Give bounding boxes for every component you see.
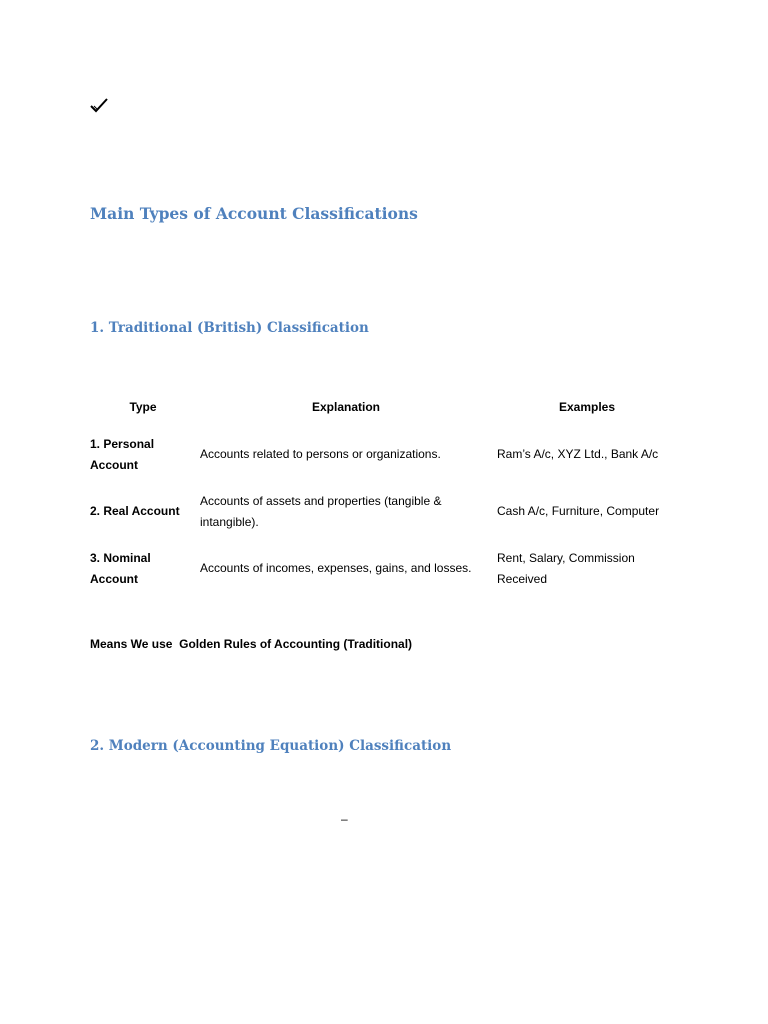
stray-dash: –	[341, 812, 348, 826]
table-cell-explanation: Accounts of incomes, expenses, gains, and losses.	[200, 561, 472, 575]
table-header-explanation: Explanation	[311, 400, 380, 414]
table-cell-type: 2. Real Account	[90, 504, 180, 518]
checkmark-icon	[89, 96, 109, 114]
table-cell-type: 3. Nominal Account	[90, 551, 151, 586]
table-cell-type: 1. Personal Account	[90, 437, 155, 472]
table-cell-examples: Ram’s A/c, XYZ Ltd., Bank A/c	[497, 447, 659, 461]
section-heading-traditional: 1. Traditional (British) Classification	[90, 320, 369, 336]
table-cell-examples: Rent, Salary, Commission Received	[497, 551, 635, 586]
page-title: Main Types of Account Classifications	[90, 204, 418, 223]
table-cell-examples: Cash A/c, Furniture, Computer	[497, 504, 660, 518]
section-heading-modern: 2. Modern (Accounting Equation) Classification	[90, 738, 452, 754]
table-header-examples: Examples	[558, 400, 616, 414]
table-cell-explanation: Accounts of assets and properties (tangible & intangible).	[200, 494, 442, 529]
table-header-type: Type	[129, 400, 157, 414]
table-cell-explanation: Accounts related to persons or organizations.	[200, 447, 441, 461]
golden-rules-note: Means We use Golden Rules of Accounting (Traditional)	[90, 637, 413, 651]
